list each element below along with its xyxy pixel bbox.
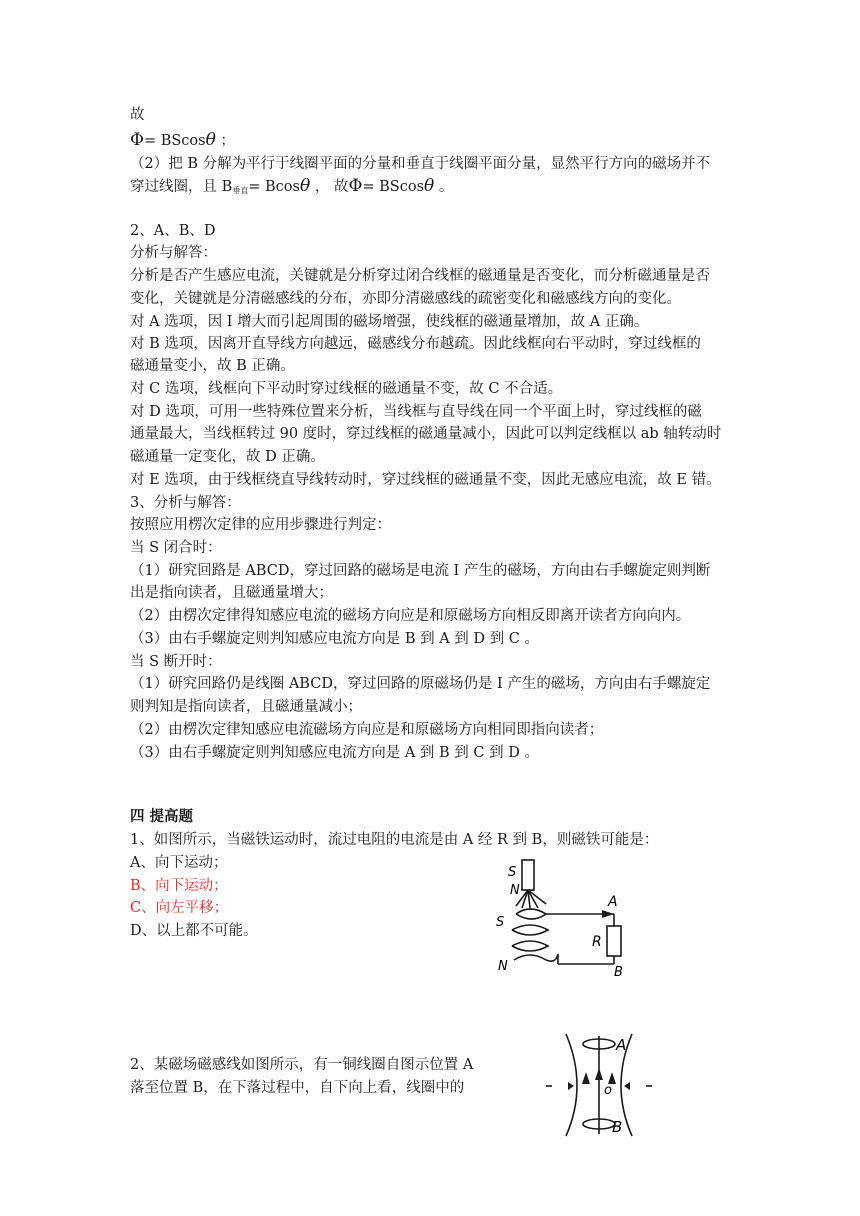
option-c: C、向左平移； xyxy=(130,900,229,916)
answer-heading: 2、A、B、D xyxy=(130,223,216,239)
question-stem: 1、如图所示，当磁铁运动时，流过电阻的电流是由 A 经 R 到 B，则磁铁可能是： xyxy=(130,832,659,848)
label-n-top: N xyxy=(510,883,520,898)
text-line: （1）研究回路仍是线圈 ABCD，穿过回路的原磁场仍是 I 产生的磁场，方向由右手螺旋定 xyxy=(130,676,711,692)
text-line: （2）把 B 分解为平行于线圈平面的分量和垂直于线圈平面分量，显然平行方向的磁场并不 xyxy=(130,156,711,172)
text-line: 分析与解答： xyxy=(130,245,217,261)
text-line: 磁通量变小，故 B 正确。 xyxy=(130,358,295,374)
question-stem: 2、某磁场磁感线如图所示，有一铜线圈自图示位置 A xyxy=(130,1057,474,1073)
label-s-coil: S xyxy=(496,915,505,930)
text-line: 变化，关键就是分清磁感线的分布，亦即分清磁感线的疏密变化和磁感线方向的变化。 xyxy=(130,291,681,307)
field-lines-figure xyxy=(544,1032,664,1140)
text-line: （3）由右手螺旋定则判知感应电流方向是 B 到 A 到 D 到 C 。 xyxy=(130,631,539,647)
section-heading: 四 提高题 xyxy=(130,808,194,825)
text-line: （3）由右手螺旋定则判知感应电流方向是 A 到 B 到 C 到 D 。 xyxy=(130,745,539,761)
text-line: 磁通量一定变化，故 D 正确。 xyxy=(130,449,325,465)
label-b: B xyxy=(614,965,623,978)
text-line: （1）研究回路是 ABCD，穿过回路的磁场是电流 I 产生的磁场，方向由右手螺旋定则判断 xyxy=(130,563,711,579)
formula-line: Φ= BScosθ ； xyxy=(130,130,235,150)
formula-line: 穿过线圈，且 $B_{垂直}= Bcos\theta$ ， 故Φ= BScosθ 。 xyxy=(130,176,454,196)
text-line: 对 D 选项，可用一些特殊位置来分析，当线框与直导线在同一个平面上时，穿过线框的磁 xyxy=(130,404,702,420)
label-n-coil: N xyxy=(498,959,508,974)
magnet-coil-figure xyxy=(490,858,640,978)
text-line: 故 xyxy=(130,107,145,123)
text-line: 通量最大，当线框转过 90 度时，穿过线框的磁通量减小，因此可以判定线框以 ab 轴转动时 xyxy=(130,426,722,442)
text-line: 对 E 选项，由于线框绕直导线转动时，穿过线框的磁通量不变，因此无感应电流，故 E 错。 xyxy=(130,472,721,488)
option-a: A、向下运动； xyxy=(130,855,228,871)
text-line: 当 S 断开时： xyxy=(130,654,222,670)
label-r: R xyxy=(592,934,602,950)
option-b: B、向下运动； xyxy=(130,878,228,894)
label-a: A xyxy=(616,1036,627,1054)
answer-heading: 3、分析与解答： xyxy=(130,495,241,511)
text-line: （2）由楞次定律知感应电流磁场方向应是和原磁场方向相同即指向读者； xyxy=(130,722,604,738)
text-line: 对 C 选项，线框向下平动时穿过线框的磁通量不变，故 C 不合适。 xyxy=(130,381,563,397)
text-line: 对 A 选项，因 I 增大而引起周围的磁场增强，使线框的磁通量增加，故 A 正确。 xyxy=(130,314,649,330)
question-stem: 落至位置 B，在下落过程中，自下向上看，线圈中的 xyxy=(130,1080,465,1096)
text-line: 则判知是指向读者，且磁通量减小； xyxy=(130,699,362,715)
label-s-top: S xyxy=(508,865,517,880)
label-a: A xyxy=(608,894,618,910)
text-line: 分析是否产生感应电流，关键就是分析穿过闭合线框的磁通量是否变化，而分析磁通量是否 xyxy=(130,268,710,284)
text-line: 出是指向读者，且磁通量增大； xyxy=(130,585,333,601)
option-d: D、以上都不可能。 xyxy=(130,923,258,939)
text-line: 当 S 闭合时： xyxy=(130,540,222,556)
label-b: B xyxy=(612,1118,623,1136)
text-line: （2）由楞次定律得知感应电流的磁场方向应是和原磁场方向相反即离开读者方向向内。 xyxy=(130,608,691,624)
text-line: 按照应用楞次定律的应用步骤进行判定： xyxy=(130,517,391,533)
text-line: 对 B 选项，因离开直导线方向越远，磁感线分布越疏。因此线框向右平动时，穿过线框的 xyxy=(130,336,701,352)
label-o: o xyxy=(604,1083,612,1098)
